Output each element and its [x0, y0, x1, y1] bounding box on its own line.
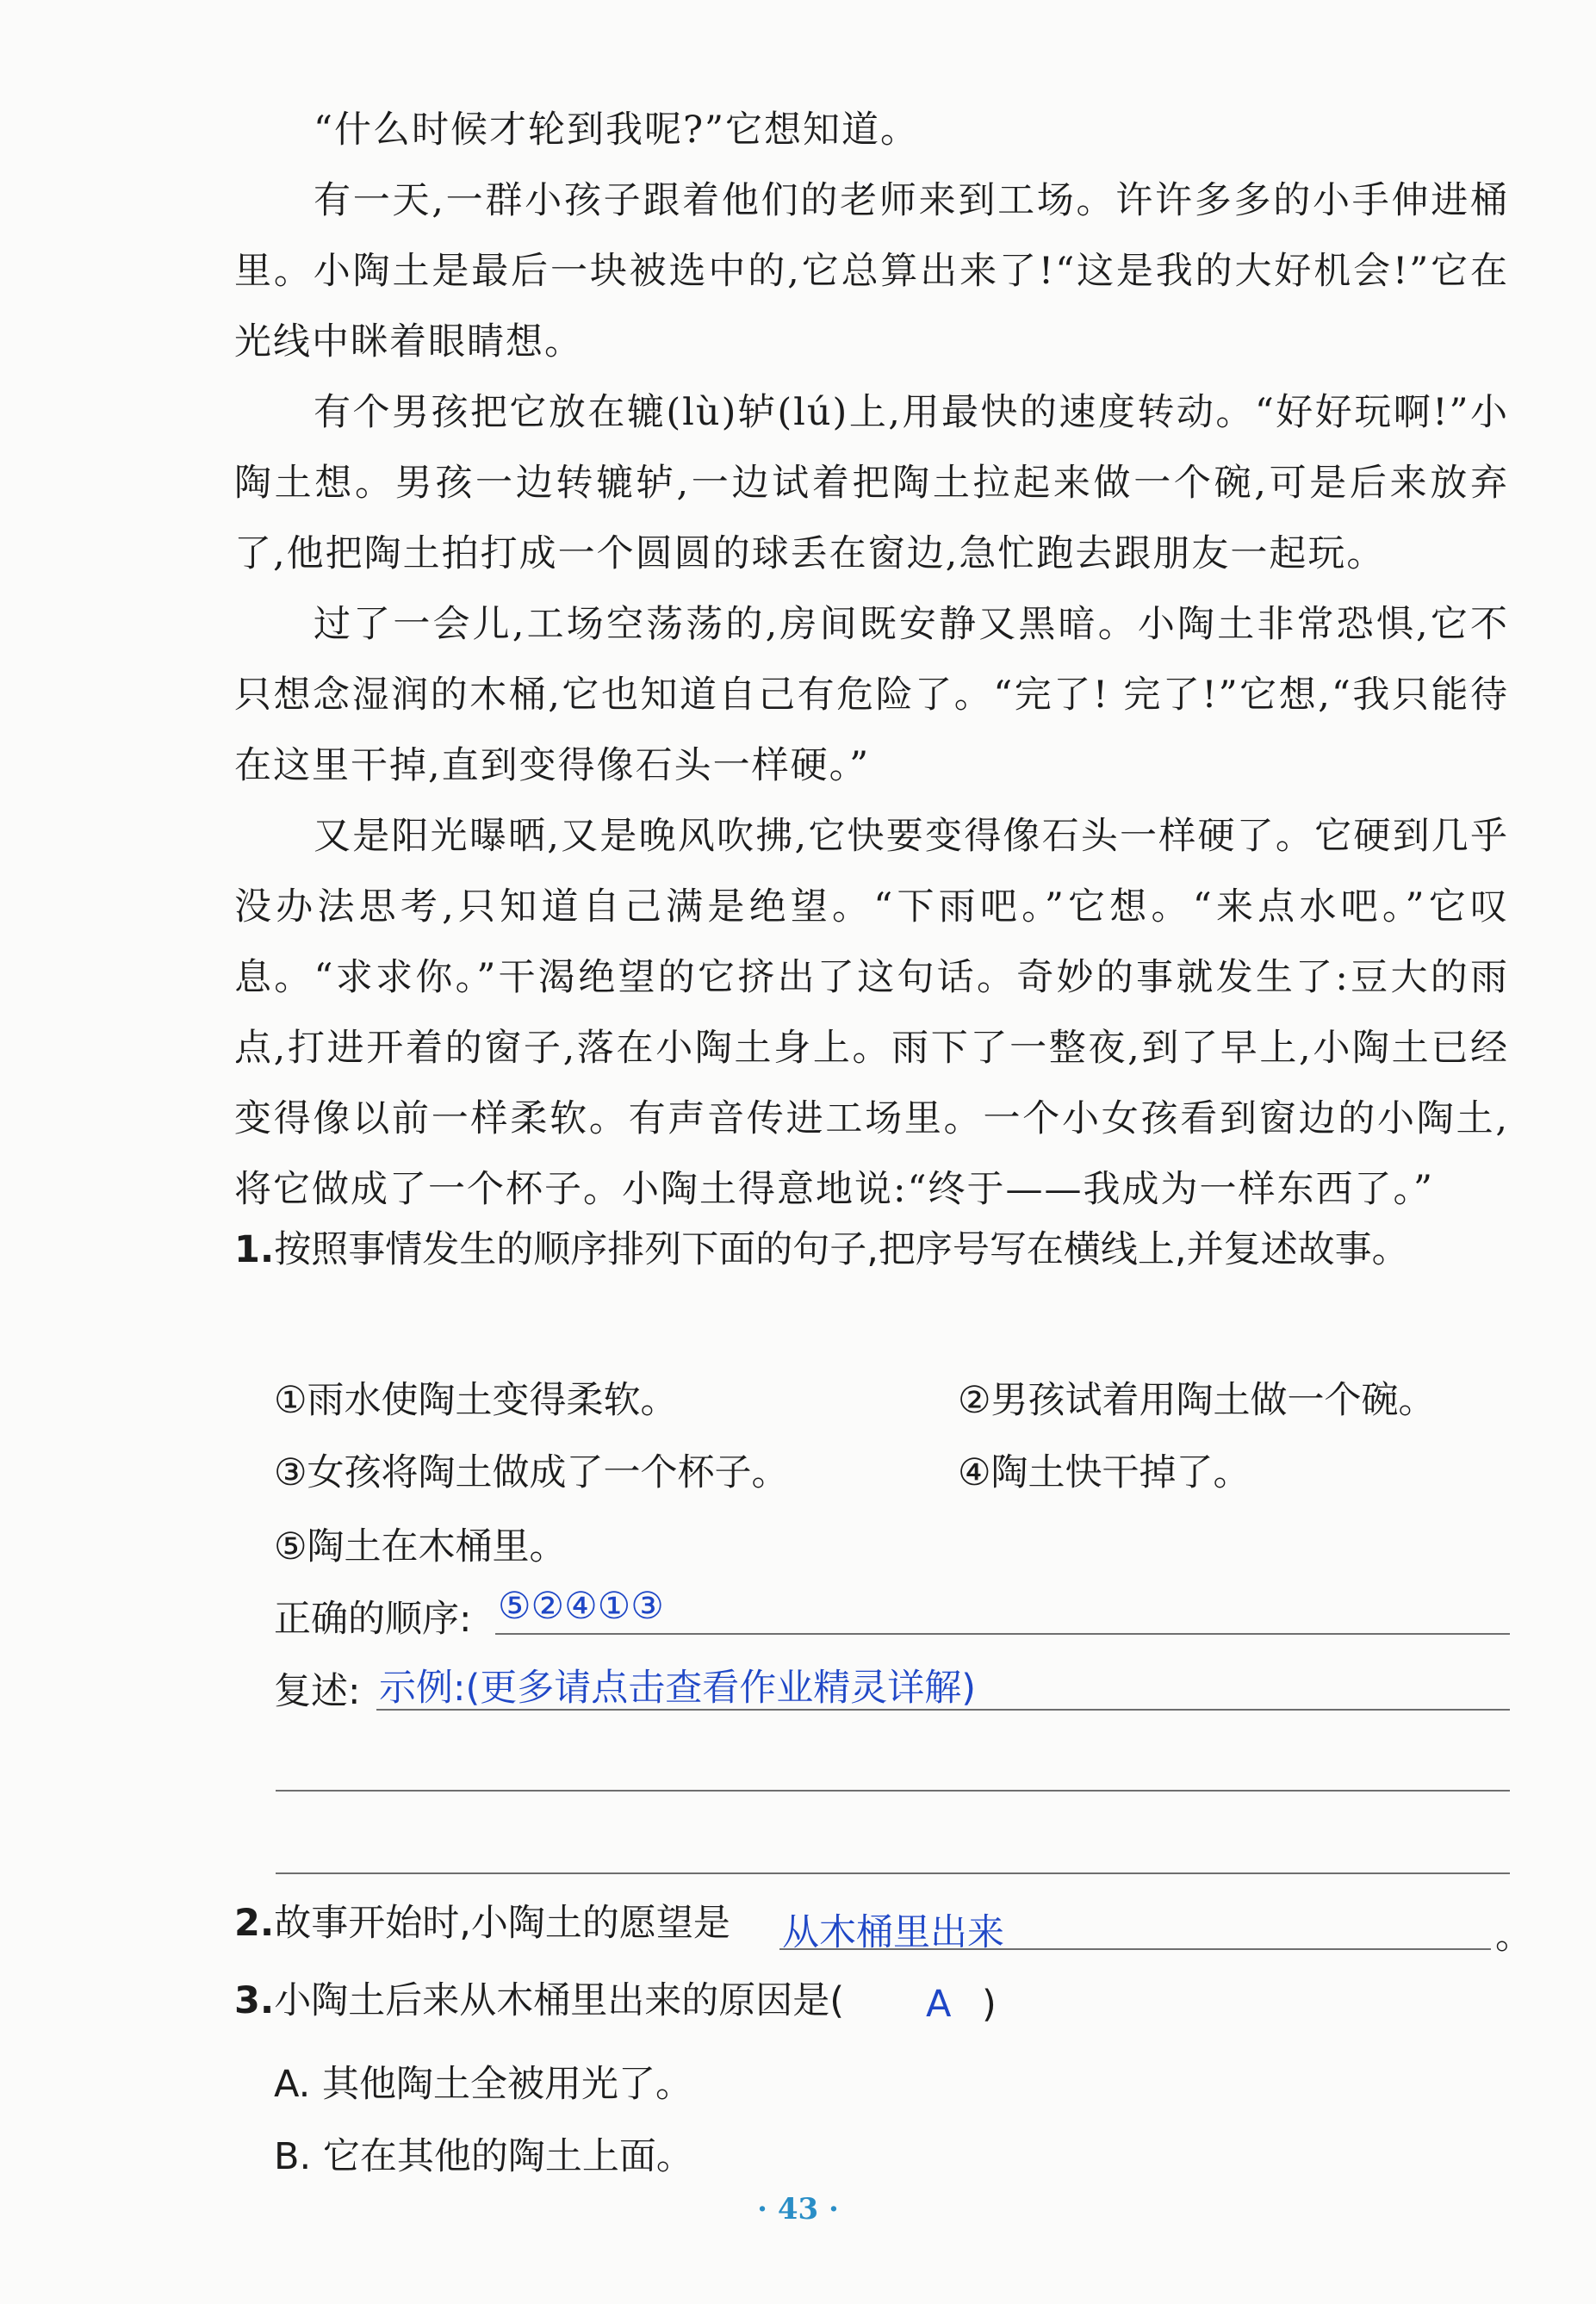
order-label: 正确的顺序:	[274, 1598, 472, 1641]
question-2-answer[interactable]: 从木桶里出来	[782, 1911, 1004, 1954]
story-paragraph-3: 有个男孩把它放在辘(lù)轳(lú)上,用最快的速度转动。“好好玩啊!”小陶土想。男孩一边转辘轳,一边试着把陶土拉起来做一个碗,可是后来放弃了,他把陶土拍打成一个圆圆的球丢在窗边,急忙跑去跟朋友一起玩。	[234, 391, 1509, 575]
retell-line-3	[276, 1872, 1510, 1874]
story-paragraph-5: 又是阳光曝晒,又是晚风吹拂,它快要变得像石头一样硬了。它硬到几乎没办法思考,只知道自己满是绝望。“下雨吧。”它想。“来点水吧。”它叹息。“求求你。”干渴绝望的它挤出了这句话。奇妙的事就发生了:豆大的雨点,打进开着的窗子,落在小陶土身上。雨下了一整夜,到了早上,小陶土已经变得像以前一样柔软。有声音传进工场里。一个小女孩看到窗边的小陶土,将它做成了一个杯子。小陶土得意地说:“终于——我成为一样东西了。”	[234, 815, 1509, 1211]
question-3-option-b: B. 它在其他的陶土上面。	[274, 2135, 693, 2178]
option-1: ①雨水使陶土变得柔软。	[274, 1379, 678, 1422]
question-3-answer[interactable]: A	[926, 1983, 952, 2026]
order-answer[interactable]: ⑤②④①③	[498, 1585, 664, 1628]
retell-line-1	[376, 1709, 1510, 1711]
question-3-text: 小陶土后来从木桶里出来的原因是(	[274, 1979, 845, 2022]
retell-line-2	[276, 1790, 1510, 1792]
question-1-number: 1.	[234, 1228, 275, 1271]
option-4: ④陶土快干掉了。	[958, 1451, 1251, 1494]
question-3-close-paren: )	[982, 1983, 997, 2026]
question-3-option-a: A. 其他陶土全被用光了。	[274, 2063, 692, 2106]
order-answer-line	[495, 1633, 1510, 1635]
question-2-number: 2.	[234, 1902, 275, 1945]
retell-label: 复述:	[274, 1670, 361, 1713]
story-text	[234, 95, 1509, 1225]
option-3: ③女孩将陶土做成了一个杯子。	[274, 1451, 789, 1494]
question-1-text: 按照事情发生的顺序排列下面的句子,把序号写在横线上,并复述故事。	[274, 1228, 1409, 1271]
story-paragraph-1: “什么时候才轮到我呢?”它想知道。	[314, 109, 920, 152]
story-paragraph-4: 过了一会儿,工场空荡荡的,房间既安静又黑暗。小陶土非常恐惧,它不只想念湿润的木桶,它也知道自己有危险了。“完了! 完了!”它想,“我只能待在这里干掉,直到变得像石头一样硬。”	[234, 603, 1509, 787]
question-2-period: 。	[1495, 1915, 1532, 1958]
question-3	[234, 1964, 1509, 2038]
question-2-text: 故事开始时,小陶土的愿望是	[274, 1902, 730, 1945]
question-1	[234, 1213, 1509, 1287]
story-paragraph-2: 有一天,一群小孩子跟着他们的老师来到工场。许许多多的小手伸进桶里。小陶土是最后一块被选中的,它总算出来了!“这是我的大好机会!”它在光线中眯着眼睛想。	[234, 179, 1509, 363]
option-5: ⑤陶土在木桶里。	[274, 1525, 567, 1568]
retell-answer[interactable]: 示例:(更多请点击查看作业精灵详解)	[379, 1667, 977, 1710]
question-2-answer-line	[779, 1948, 1491, 1950]
question-3-number: 3.	[234, 1979, 275, 2022]
option-2: ②男孩试着用陶土做一个碗。	[958, 1379, 1436, 1422]
page-number: · 43 ·	[757, 2192, 839, 2226]
